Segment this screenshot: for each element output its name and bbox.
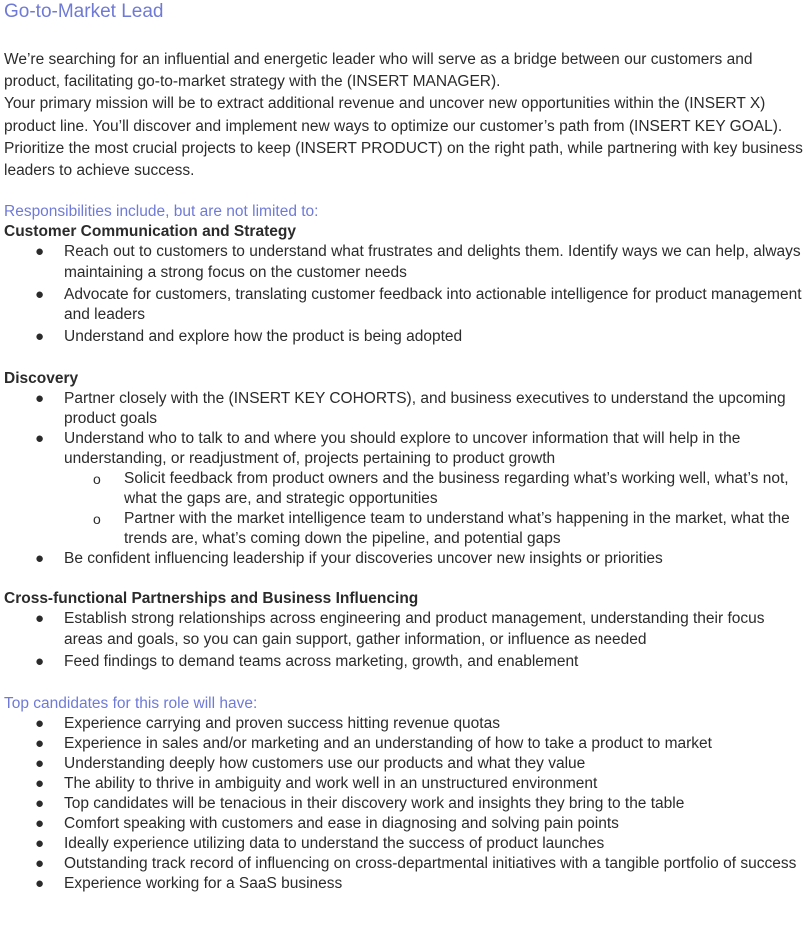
bullet-icon: ● <box>35 734 45 752</box>
intro-line-2: Your primary mission will be to extract additional revenue and uncover new opportunities within the (INSERT X) product line. You’ll discover and implement new ways to optimize our customer’s path from (INSERT KEY GOAL). Prioritize the most crucial projects to keep (INSERT PRODUCT) on the right path, while partnering with key business leaders to achieve success. <box>4 95 803 180</box>
crossfunctional-list <box>4 609 804 672</box>
list-item-text: The ability to thrive in ambiguity and work well in an unstructured environment <box>64 774 598 792</box>
bullet-icon: ● <box>35 430 45 448</box>
list-item-text: Understand who to talk to and where you should explore to uncover information that will help in the understanding, or readjustment of, projects pertaining to product growth <box>64 430 741 468</box>
bullet-icon: ● <box>35 652 45 670</box>
list-item <box>4 774 804 794</box>
list-item <box>4 834 804 854</box>
crossfunctional-heading: Cross-functional Partnerships and Business Influencing <box>4 590 419 608</box>
customer-strategy-heading: Customer Communication and Strategy <box>4 223 296 241</box>
sub-list-item <box>64 509 804 549</box>
list-item <box>4 854 804 874</box>
discovery-sublist <box>4 469 804 549</box>
bullet-icon: ● <box>35 874 45 892</box>
job-title: Go-to-Market Lead <box>4 1 164 22</box>
list-item <box>4 242 804 283</box>
list-item <box>4 874 804 894</box>
list-item-text: Feed findings to demand teams across marketing, growth, and enablement <box>64 652 579 670</box>
bullet-icon: ● <box>35 328 45 346</box>
bullet-icon: ● <box>35 854 45 872</box>
bullet-icon: ● <box>35 714 45 732</box>
circle-bullet-icon: o <box>93 511 101 528</box>
customer-strategy-list <box>4 242 804 348</box>
list-item-text: Understand and explore how the product is being adopted <box>64 328 463 346</box>
responsibilities-heading: Responsibilities include, but are not limited to: <box>4 203 319 221</box>
list-item-text: Outstanding track record of influencing on cross-departmental initiatives with a tangible portfolio of success <box>64 854 797 872</box>
bullet-icon: ● <box>35 814 45 832</box>
bullet-icon: ● <box>35 834 45 852</box>
list-item-text: Ideally experience utilizing data to understand the success of product launches <box>64 834 605 852</box>
list-item <box>4 609 804 650</box>
bullet-icon: ● <box>35 610 45 628</box>
list-item-text: Advocate for customers, translating customer feedback into actionable intelligence for product management and leaders <box>64 285 802 324</box>
list-item-text: Reach out to customers to understand what frustrates and delights them. Identify ways we can help, always maintaining a strong focus on the customer needs <box>64 243 801 281</box>
sub-list-item-text: Solicit feedback from product owners and the business regarding what’s working well, what’s not, what the gaps are, and strategic opportunities <box>124 470 789 508</box>
discovery-list <box>4 389 804 469</box>
list-item <box>4 549 804 569</box>
candidates-heading: Top candidates for this role will have: <box>4 694 258 712</box>
list-item <box>4 389 804 429</box>
list-item <box>4 327 804 348</box>
list-item-text: Experience carrying and proven success hitting revenue quotas <box>64 714 500 732</box>
list-item <box>4 429 804 469</box>
sub-list-item <box>64 469 804 509</box>
discovery-heading: Discovery <box>4 370 79 388</box>
bullet-icon: ● <box>35 754 45 772</box>
intro-paragraph <box>4 23 804 182</box>
list-item <box>4 714 804 734</box>
list-item <box>4 734 804 754</box>
list-item <box>4 754 804 774</box>
list-item-text: Top candidates will be tenacious in their discovery work and insights they bring to the table <box>64 794 685 812</box>
bullet-icon: ● <box>35 390 45 408</box>
list-item <box>4 794 804 814</box>
bullet-icon: ● <box>35 285 45 303</box>
list-item-text: Establish strong relationships across engineering and product management, understanding their focus areas and goals, so you can gain support, gather information, or influence as needed <box>64 610 765 648</box>
sub-list-item-text: Partner with the market intelligence team to understand what’s happening in the market, what the trends are, what’s coming down the pipeline, and potential gaps <box>124 510 790 548</box>
list-item-text: Be confident influencing leadership if your discoveries uncover new insights or priorities <box>64 550 663 568</box>
list-item <box>4 814 804 834</box>
list-item-text: Comfort speaking with customers and ease in diagnosing and solving pain points <box>64 814 619 832</box>
bullet-icon: ● <box>35 774 45 792</box>
intro-line-1: We’re searching for an influential and energetic leader who will serve as a bridge between our customers and product, facilitating go-to-market strategy with the (INSERT MANAGER). <box>4 51 753 91</box>
candidates-list <box>4 714 804 894</box>
bullet-icon: ● <box>35 550 45 568</box>
list-item <box>4 652 804 673</box>
bullet-icon: ● <box>35 243 45 261</box>
list-item-text: Experience in sales and/or marketing and an understanding of how to take a product to market <box>64 734 712 752</box>
list-item-text: Partner closely with the (INSERT KEY COHORTS), and business executives to understand the upcoming product goals <box>64 390 786 428</box>
discovery-list-continued <box>4 549 804 569</box>
list-item-text: Experience working for a SaaS business <box>64 874 343 892</box>
list-item-text: Understanding deeply how customers use our products and what they value <box>64 754 586 772</box>
list-item <box>4 285 804 326</box>
bullet-icon: ● <box>35 794 45 812</box>
circle-bullet-icon: o <box>93 471 101 488</box>
